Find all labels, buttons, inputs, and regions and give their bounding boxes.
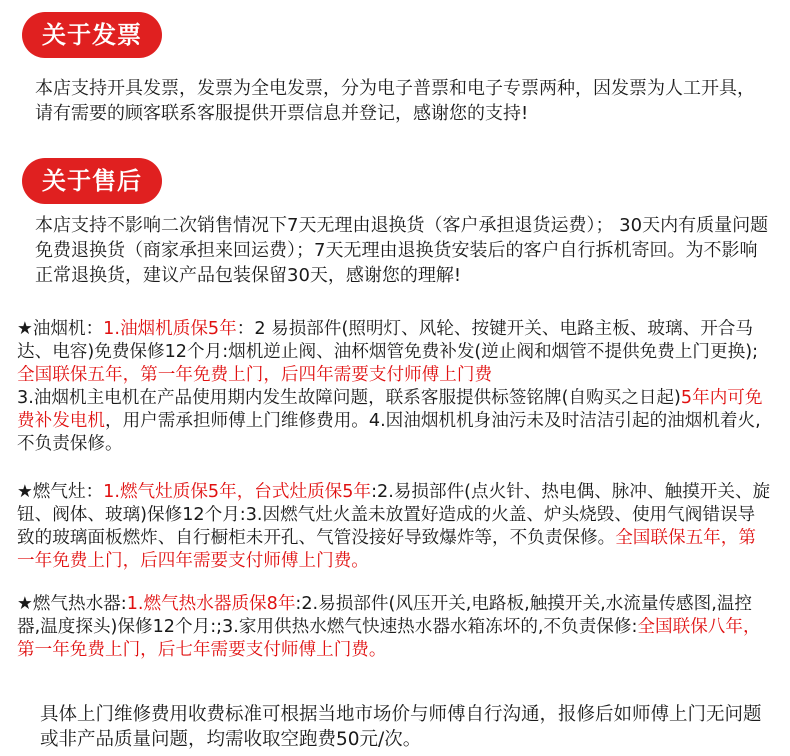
gas-water-heater-warranty-highlight: 1.燃气热水器质保8年 bbox=[126, 594, 296, 614]
star-icon: ★ bbox=[17, 594, 33, 614]
range-hood-nationwide-highlight: 全国联保五年，第一年免费上门，后四年需要支付师傅上门费 bbox=[17, 365, 493, 385]
gas-stove-label: 燃气灶： bbox=[32, 482, 104, 502]
invoice-section-title: 关于发票 bbox=[22, 12, 162, 58]
gas-stove-nationwide-highlight: 全国联保五年，第一年免费上门，后四年需要支付师傅上门费。 bbox=[17, 528, 756, 571]
star-icon: ★ bbox=[17, 482, 33, 502]
star-icon: ★ bbox=[17, 319, 33, 339]
range-hood-fire-text: ，用户需承担师傅上门维修费用。4.因油烟机机身油污未及时洁洁引起的油烟机着火,不负责保修。 bbox=[17, 411, 761, 454]
gas-stove-warranty-highlight: 1.燃气灶质保5年，台式灶质保5年 bbox=[103, 482, 372, 502]
range-hood-label: 油烟机： bbox=[32, 319, 104, 339]
aftersale-section-title: 关于售后 bbox=[22, 158, 162, 204]
gas-water-heater-label: 燃气热水器: bbox=[32, 594, 127, 614]
range-hood-motor-highlight: 5年内可免费补发电机 bbox=[17, 388, 763, 431]
gas-stove-warranty bbox=[17, 481, 772, 573]
range-hood-motor-text: 3.油烟机主电机在产品使用期内发生故障问题，联系客服提供标签铭牌(自购买之日起) bbox=[17, 388, 681, 408]
range-hood-parts-text: ：2 易损部件(照明灯、风轮、按键开关、电路主板、玻璃、开合马达、电容)免费保修12个月:烟机逆止阀、油杯烟管免费补发(逆止阀和烟管不提供免费上门更换); bbox=[17, 319, 758, 362]
gas-water-heater-nationwide-highlight: 全国联保八年，第一年免费上门，后七年需要支付师傅上门费。 bbox=[17, 617, 761, 660]
aftersale-description: 本店支持不影响二次销售情况下7天无理由退换货（客户承担退货运费）； 30天内有质量问题免费退换货（商家承担来回运费）；7天无理由退换货安装后的客户自行拆机寄回。为不影响正常退换货，建议产品包装保留30天，感谢您的理解! bbox=[35, 215, 769, 286]
invoice-description: 本店支持开具发票，发票为全电发票，分为电子普票和电子专票两种，因发票为人工开具，请有需要的顾客联系客服提供开票信息并登记，感谢您的支持! bbox=[35, 78, 755, 124]
gas-stove-parts-text: :2.易损部件(点火针、热电偶、脉冲、触摸开关、旋钮、阀体、玻璃)保修12个月:3.因燃气灶火盖未放置好造成的火盖、炉头烧毁、使用气阀错误导致的玻璃面板燃炸、自行橱柜未开孔、气管没接好导致爆炸等，不负责保修。 bbox=[17, 482, 771, 548]
service-fee-note: 具体上门维修费用收费标准可根据当地市场价与师傅自行沟通，报修后如师傅上门无问题或非产品质量问题，均需收取空跑费50元/次。 bbox=[40, 704, 762, 750]
range-hood-warranty-highlight: 1.油烟机质保5年 bbox=[103, 319, 237, 339]
gas-water-heater-warranty bbox=[17, 593, 772, 662]
range-hood-warranty bbox=[17, 318, 772, 456]
gas-water-heater-parts-text: :2.易损部件(风压开关,电路板,触摸开关,水流量传感图,温控器,温度探头)保修12个月:;3.家用供热水燃气快速热水器水箱冻坏的,不负责保修: bbox=[17, 594, 753, 637]
